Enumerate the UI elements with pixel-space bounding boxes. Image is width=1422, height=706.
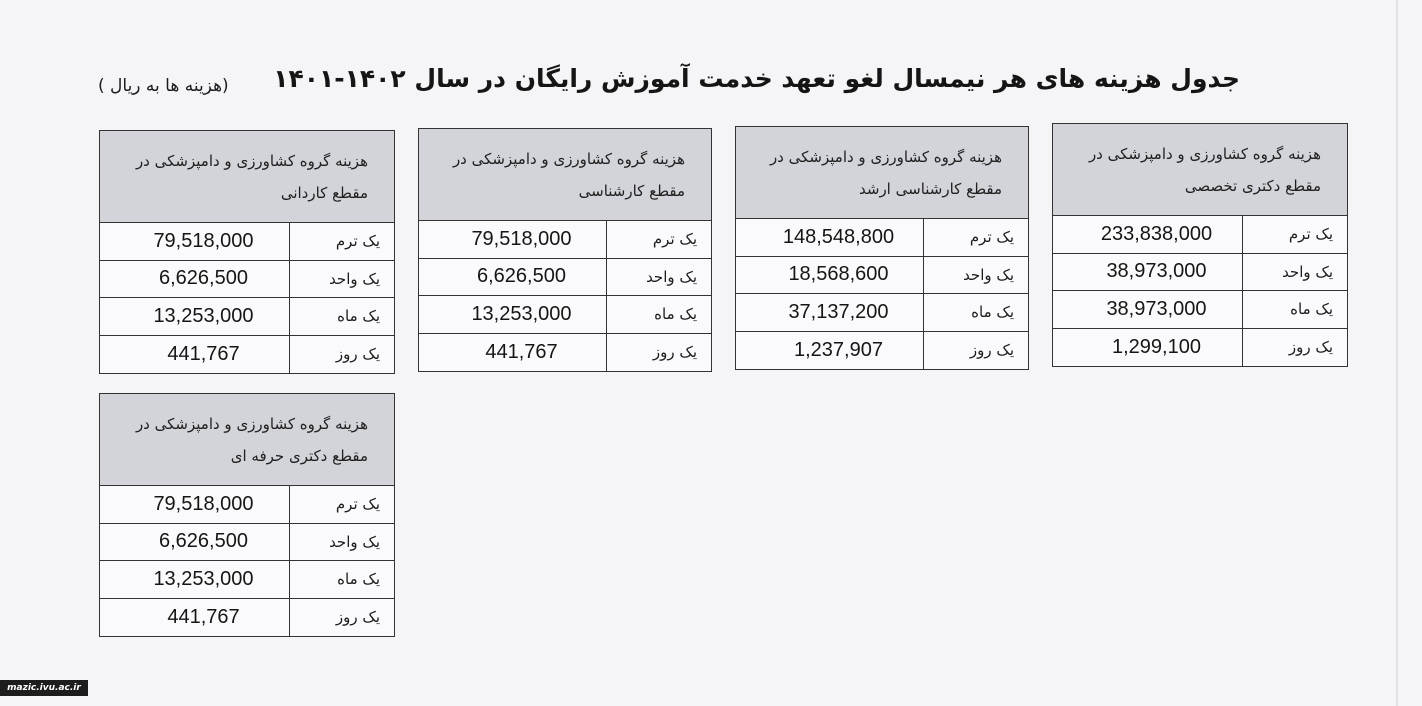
page-title: جدول هزینه های هر نیمسال لغو تعهد خدمت آموزش رایگان در سال ۱۴۰۲-۱۴۰۱ [273, 64, 1240, 93]
table-row [736, 294, 1028, 332]
table-row [1053, 254, 1347, 292]
cost-table-bachelors [418, 128, 712, 372]
period-label: یک ترم [969, 228, 1014, 247]
table-header [100, 131, 394, 223]
table-row [100, 261, 394, 299]
period-label: یک ماه [971, 303, 1014, 322]
cost-value: 38,973,000 [1053, 254, 1243, 291]
period-label: یک ماه [337, 307, 380, 326]
table-row [100, 561, 394, 599]
cost-value: 1,299,100 [1053, 329, 1243, 367]
period-label: یک واحد [1282, 262, 1333, 281]
site-watermark: mazic.ivu.ac.ir [0, 680, 88, 696]
table-row [1053, 291, 1347, 329]
table-header [736, 127, 1028, 219]
table-row [100, 336, 394, 374]
currency-unit-note: (هزینه ها به ریال ) [98, 76, 229, 96]
cost-table-professional-doctorate [99, 393, 395, 637]
table-header-line2: مقطع کارشناسی ارشد [859, 180, 1002, 198]
cost-value: 1,237,907 [736, 332, 924, 370]
table-header-line2: مقطع کاردانی [280, 184, 368, 202]
cost-value: 441,767 [100, 336, 290, 374]
table-row [1053, 329, 1347, 367]
table-row [100, 599, 394, 637]
period-label: یک روز [1288, 338, 1333, 357]
table-row [736, 219, 1028, 257]
table-row [100, 486, 394, 524]
period-label: یک ترم [335, 232, 380, 251]
period-label: یک روز [335, 608, 380, 627]
table-row [100, 223, 394, 261]
cost-value: 6,626,500 [100, 261, 290, 298]
table-header-line1: هزینه گروه کشاورزی و دامپزشکی در [135, 152, 368, 170]
cost-value: 79,518,000 [100, 486, 290, 523]
cost-value: 441,767 [100, 599, 290, 637]
table-header-line1: هزینه گروه کشاورزی و دامپزشکی در [452, 150, 685, 168]
table-header [100, 394, 394, 486]
cost-value: 79,518,000 [419, 221, 607, 258]
cost-value: 13,253,000 [100, 298, 290, 335]
cost-value: 441,767 [419, 334, 607, 372]
period-label: یک واحد [963, 265, 1014, 284]
table-row [736, 257, 1028, 295]
period-label: یک ترم [652, 230, 697, 249]
cost-value: 148,548,800 [736, 219, 924, 256]
cost-value: 37,137,200 [736, 294, 924, 331]
table-row [1053, 216, 1347, 254]
cost-value: 6,626,500 [100, 524, 290, 561]
cost-value: 6,626,500 [419, 259, 607, 296]
table-header-line1: هزینه گروه کشاورزی و دامپزشکی در [769, 148, 1002, 166]
table-header [419, 129, 711, 221]
table-row [419, 296, 711, 334]
table-header-line2: مقطع کارشناسی [578, 182, 685, 200]
cost-value: 13,253,000 [100, 561, 290, 598]
cost-value: 79,518,000 [100, 223, 290, 260]
cost-table-associate [99, 130, 395, 374]
table-row [736, 332, 1028, 370]
period-label: یک واحد [646, 267, 697, 286]
table-header-line1: هزینه گروه کشاورزی و دامپزشکی در [135, 415, 368, 433]
table-row [419, 221, 711, 259]
cost-table-masters [735, 126, 1029, 370]
table-header-line2: مقطع دکتری تخصصی [1184, 177, 1321, 195]
table-header-line1: هزینه گروه کشاورزی و دامپزشکی در [1088, 145, 1321, 163]
cost-value: 13,253,000 [419, 296, 607, 333]
scan-edge-line [1396, 0, 1398, 706]
period-label: یک ماه [337, 570, 380, 589]
table-header-line2: مقطع دکتری حرفه ای [230, 447, 368, 465]
table-row [419, 259, 711, 297]
table-row [419, 334, 711, 372]
period-label: یک واحد [329, 269, 380, 288]
period-label: یک روز [335, 345, 380, 364]
period-label: یک ترم [1288, 225, 1333, 244]
table-row [100, 298, 394, 336]
period-label: یک ماه [654, 305, 697, 324]
period-label: یک واحد [329, 532, 380, 551]
table-row [100, 524, 394, 562]
period-label: یک ترم [335, 495, 380, 514]
period-label: یک روز [652, 343, 697, 362]
cost-value: 38,973,000 [1053, 291, 1243, 328]
cost-table-phd [1052, 123, 1348, 367]
period-label: یک ماه [1290, 300, 1333, 319]
cost-value: 233,838,000 [1053, 216, 1243, 253]
period-label: یک روز [969, 341, 1014, 360]
cost-value: 18,568,600 [736, 257, 924, 294]
table-header [1053, 124, 1347, 216]
